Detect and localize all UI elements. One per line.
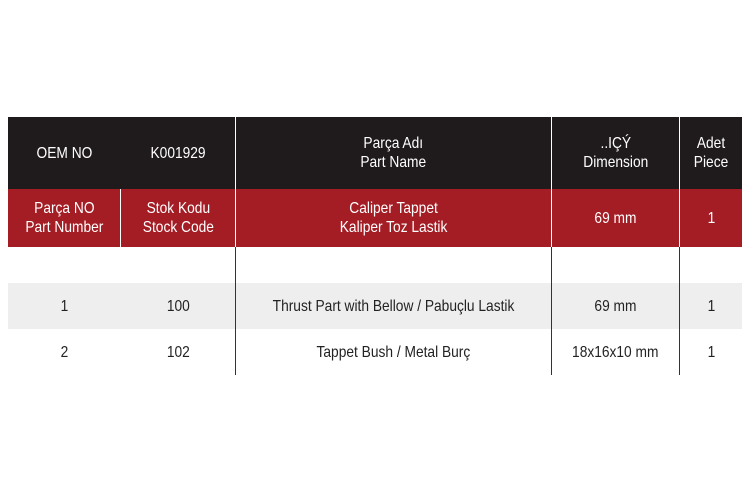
part-no-tr-label: Parça NO: [33, 200, 95, 217]
header-piece-cell: [680, 117, 742, 189]
dimension-tr-label: ..IÇÝ: [600, 135, 631, 152]
row-dimension: 69 mm: [594, 297, 637, 315]
part-no-en-label: Part Number: [24, 219, 103, 236]
subheader-product-cell: [236, 189, 552, 247]
header-oem-cell: [8, 117, 121, 189]
table-row: [8, 283, 742, 329]
header-part-name-cell: [236, 117, 552, 189]
oem-no-label: OEM NO: [36, 144, 93, 162]
parts-table: [8, 117, 742, 375]
product-dimension: 69 mm: [594, 209, 637, 227]
part-name-en-label: Part Name: [360, 154, 427, 171]
table-spacer-row: [8, 247, 742, 283]
table-row: [8, 329, 742, 375]
row-dimension: 18x16x10 mm: [572, 343, 659, 361]
stock-code-tr-label: Stok Kodu: [146, 200, 210, 217]
piece-tr-label: Adet: [696, 135, 726, 152]
row-piece: 1: [707, 297, 715, 315]
table-subheader-row: [8, 189, 742, 247]
subheader-stock-code-cell: [121, 189, 236, 247]
row-piece: 1: [707, 343, 715, 361]
stock-code-en-label: Stock Code: [142, 219, 214, 236]
row-part-name: Tappet Bush / Metal Burç: [316, 343, 471, 361]
piece-en-label: Piece: [693, 154, 729, 171]
subheader-part-no-cell: [8, 189, 121, 247]
header-dimension-cell: [552, 117, 680, 189]
product-name-en: Caliper Tappet: [349, 200, 438, 217]
row-stock-code: 102: [166, 343, 190, 361]
product-name-tr: Kaliper Toz Lastik: [339, 219, 448, 236]
table-header-row: [8, 117, 742, 189]
header-oem-value-cell: [121, 117, 236, 189]
row-part-no: 1: [60, 297, 69, 315]
subheader-dimension-cell: [552, 189, 680, 247]
dimension-en-label: Dimension: [582, 154, 649, 171]
subheader-piece-cell: [680, 189, 742, 247]
oem-no-value: K001929: [150, 144, 206, 162]
row-stock-code: 100: [166, 297, 190, 315]
row-part-no: 2: [60, 343, 69, 361]
row-part-name: Thrust Part with Bellow / Pabuçlu Lastik: [272, 297, 515, 315]
product-piece: 1: [707, 209, 715, 227]
part-name-tr-label: Parça Adı: [363, 135, 424, 152]
